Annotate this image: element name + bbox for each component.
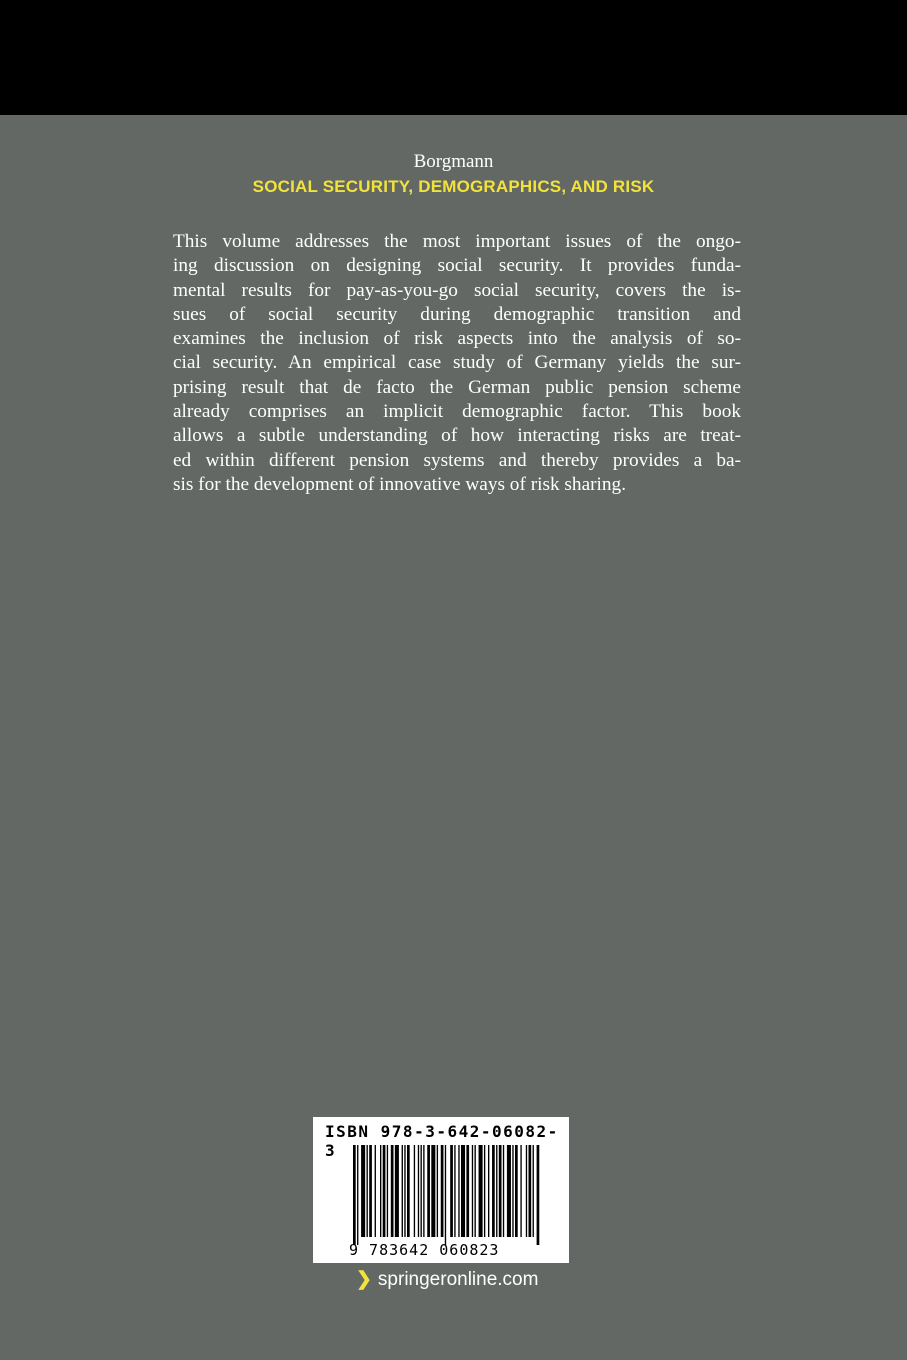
barcode-bar (427, 1145, 430, 1237)
barcode-bar (496, 1145, 497, 1237)
barcode-bar (441, 1145, 444, 1237)
barcode-bar (492, 1145, 495, 1237)
barcode-bar (404, 1145, 405, 1237)
barcode-bar (454, 1145, 455, 1237)
barcode-bar (499, 1145, 502, 1237)
barcode-bar (367, 1145, 368, 1237)
barcode-digits: 9 783642 060823 (349, 1241, 500, 1259)
blurb-line: already comprises an implicit demographic factor. This book (173, 401, 741, 423)
barcode-bar (533, 1145, 534, 1237)
blurb-line: mental results for pay-as-you-go social security, covers the is- (173, 279, 741, 301)
barcode-bar (507, 1145, 511, 1237)
barcode-bar (488, 1145, 489, 1237)
barcode-bar (361, 1145, 365, 1237)
barcode-bar (391, 1145, 394, 1237)
blurb-line: prising result that de facto the German public pension scheme (173, 376, 741, 398)
blurb-line: This volume addresses the most important issues of the ongo- (173, 231, 741, 252)
blurb-line: allows a subtle understanding of how interacting risks are treat- (173, 425, 741, 447)
barcode-bar (484, 1145, 485, 1237)
blurb-line: ing discussion on designing social security. It provides funda- (173, 255, 741, 277)
barcode-bar (423, 1145, 424, 1237)
publisher-website[interactable] (356, 1268, 538, 1291)
author-name: Borgmann (413, 151, 494, 172)
barcode-bar (383, 1145, 386, 1237)
barcode-bar (380, 1145, 381, 1237)
isbn-label: ISBN 978-3-642-06082-3 (325, 1122, 559, 1160)
barcode-bar (407, 1145, 410, 1237)
barcode-bar (357, 1145, 358, 1245)
top-band (0, 0, 907, 115)
barcode-bars (353, 1145, 543, 1245)
barcode-bar (503, 1145, 504, 1237)
barcode-bar (515, 1145, 518, 1237)
barcode-bar (395, 1145, 399, 1237)
barcode-bar (520, 1145, 521, 1237)
blurb-text (173, 230, 741, 497)
barcode-bar (431, 1145, 435, 1237)
barcode-bar (418, 1145, 419, 1237)
barcode-bar (437, 1145, 438, 1237)
barcode-bar (414, 1145, 415, 1237)
barcode-bar (475, 1145, 476, 1237)
barcode-bar (369, 1145, 372, 1237)
blurb-line: ed within different pension systems and thereby provides a ba- (173, 449, 741, 471)
barcode (313, 1117, 569, 1263)
blurb-line: sues of social security during demographic transition and (173, 303, 741, 325)
website-label: springeronline.com (377, 1269, 539, 1290)
barcode-bar (450, 1145, 453, 1237)
barcode-bar (526, 1145, 527, 1237)
blurb-line: examines the inclusion of risk aspects into the analysis of so- (173, 328, 741, 350)
barcode-bar (466, 1145, 469, 1237)
barcode-bar (479, 1145, 483, 1237)
barcode-bar (461, 1145, 465, 1237)
barcode-bar (445, 1145, 446, 1245)
barcode-bar (375, 1145, 376, 1237)
book-title: SOCIAL SECURITY, DEMOGRAPHICS, AND RISK (252, 177, 655, 196)
barcode-bar (353, 1145, 356, 1245)
barcode-bar (387, 1145, 388, 1237)
barcode-bar (512, 1145, 513, 1237)
barcode-bar (529, 1145, 532, 1237)
barcode-bar (472, 1145, 473, 1237)
barcode-bar (458, 1145, 459, 1237)
blurb-line: sis for the development of innovative ways of risk sharing. (173, 473, 627, 495)
barcode-bar (421, 1145, 422, 1237)
barcode-bar (402, 1145, 403, 1237)
blurb-line: cial security. An empirical case study of Germany yields the sur- (173, 352, 741, 374)
chevron-right-icon: ❯ (356, 1269, 372, 1290)
barcode-bar (537, 1145, 540, 1245)
